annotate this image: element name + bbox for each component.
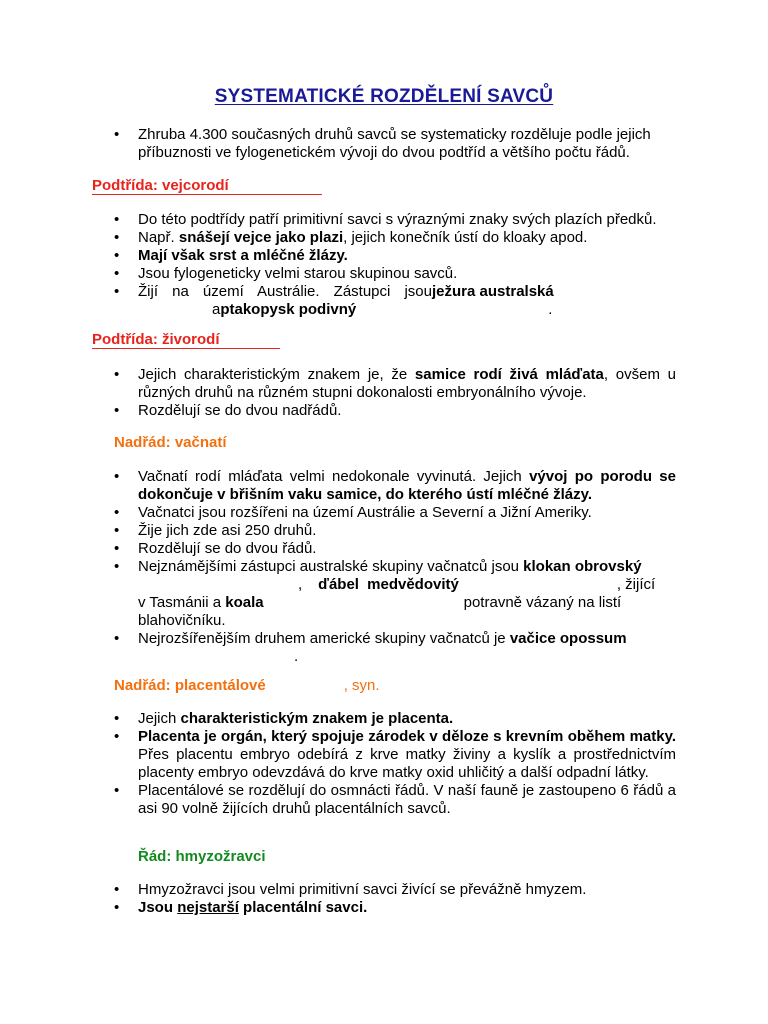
list-item: • Jejich charakteristickým znakem je placenta. bbox=[0, 710, 768, 728]
vacnati-list bbox=[0, 468, 768, 666]
list-item: • Např. snášejí vejce jako plazi, jejich konečník ústí do kloaky apod. bbox=[0, 229, 768, 247]
list-item: • Zhruba 4.300 současných druhů savců se systematicky rozděluje podle jejich příbuznosti ve fylogenetickém vývoji do dvou podtříd a většího počtu řádů. bbox=[0, 126, 768, 162]
list-item: • Placentálové se rozdělují do osmnácti řádů. V naší fauně je zastoupeno 6 řádů a asi 90 volně žijících druhů placentálních savců. bbox=[0, 782, 768, 818]
vejcorodi-list bbox=[0, 211, 768, 319]
list-item: • Hmyzožravci jsou velmi primitivní savci živící se převážně hmyzem. bbox=[0, 881, 768, 899]
list-item: • Vačnatí rodí mláďata velmi nedokonale vyvinutá. Jejich vývoj po porodu se dokončuje v břišním vaku samice, do kterého ústí mléčné žlázy. bbox=[0, 468, 768, 504]
list-item: • Žijí na území Austrálie. Zástupci jsouježura australská aptakopysk podivný . bbox=[0, 283, 768, 319]
list-item: • Nejrozšířenějším druhem americké skupiny vačnatců je vačice opossum . bbox=[0, 630, 768, 666]
heading-hmyzozravci: Řád: hmyzožravci bbox=[138, 848, 266, 865]
zivorodi-list bbox=[0, 366, 768, 420]
list-item: • Nejznámějšími zástupci australské skupiny vačnatců jsou klokan obrovský , ďábel medvědovitý , žijící v Tasmánii a koala potravně vázaný na listí blahovičníku. bbox=[0, 558, 768, 630]
list-item: • Mají však srst a mléčné žlázy. bbox=[0, 247, 768, 265]
hmyzozravci-list bbox=[0, 881, 768, 917]
heading-zivorodi: Podtřída: živorodí bbox=[92, 331, 280, 349]
list-item: • Placenta je orgán, který spojuje zárodek v děloze s krevním oběhem matky. Přes placentu embryo odebírá z krve matky živiny a kyslík a prostřednictvím placenty embryo odevzdává do krve matky oxid uhličitý a další odpadní látky. bbox=[0, 728, 768, 782]
list-item: • Jejich charakteristickým znakem je, že samice rodí živá mláďata, ovšem u různých druhů na různém stupni dokonalosti embryonálního vývoje. bbox=[0, 366, 768, 402]
heading-placentalove: Nadřád: placentálové , syn. bbox=[114, 677, 380, 694]
list-item: • Rozdělují se do dvou řádů. bbox=[0, 540, 768, 558]
heading-vejcorodi: Podtřída: vejcorodí bbox=[92, 177, 322, 195]
list-item: • Jsou nejstarší placentální savci. bbox=[0, 899, 768, 917]
heading-vacnati: Nadřád: vačnatí bbox=[114, 434, 227, 451]
document-title: SYSTEMATICKÉ ROZDĚLENÍ SAVCŮ bbox=[214, 86, 554, 107]
list-item: • Do této podtřídy patří primitivní savci s výraznými znaky svých plazích předků. bbox=[0, 211, 768, 229]
list-item: • Rozdělují se do dvou nadřádů. bbox=[0, 402, 768, 420]
intro-list bbox=[0, 126, 768, 162]
placentalove-list bbox=[0, 710, 768, 818]
list-item: • Jsou fylogeneticky velmi starou skupinou savců. bbox=[0, 265, 768, 283]
list-item: • Vačnatci jsou rozšířeni na území Austrálie a Severní a Jižní Ameriky. bbox=[0, 504, 768, 522]
list-item: • Žije jich zde asi 250 druhů. bbox=[0, 522, 768, 540]
